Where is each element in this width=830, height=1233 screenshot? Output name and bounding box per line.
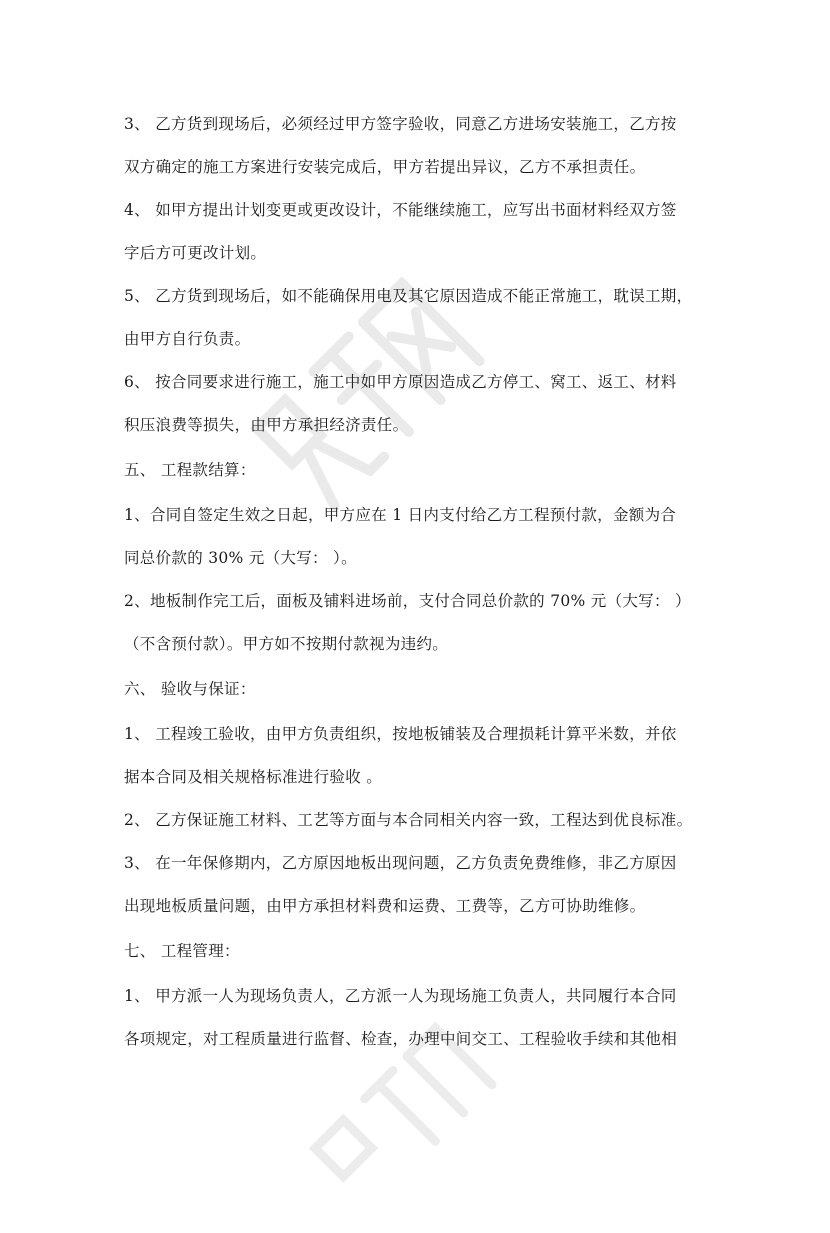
text-line-7: 6、 按合同要求进行施工，施工中如甲方原因造成乙方停工、窝工、返工、材料 bbox=[124, 373, 677, 391]
text-line-11: 同总价款的 30% 元（大写： ）。 bbox=[124, 549, 357, 567]
text-line-5: 5、 乙方货到现场后，如不能确保用电及其它原因造成不能正常施工，耽误工期， bbox=[124, 287, 693, 305]
text-line-2: 双方确定的施工方案进行安装完成后，甲方若提出异议，乙方不承担责任。 bbox=[124, 158, 646, 176]
text-line-4: 字后方可更改计划。 bbox=[124, 244, 267, 262]
text-line-13: （不含预付款）。甲方如不按期付款视为违约。 bbox=[124, 635, 449, 653]
text-line-10: 1、合同自签定生效之日起，甲方应在 1 日内支付给乙方工程预付款，金额为合 bbox=[124, 506, 677, 524]
text-line-8: 积压浪费等损失，由甲方承担经济责任。 bbox=[124, 416, 409, 434]
text-line-6: 由甲方自行负责。 bbox=[124, 330, 251, 348]
text-line-16: 据本合同及相关规格标准进行验收 。 bbox=[124, 768, 383, 786]
section-heading-5: 五、 工程款结算： bbox=[124, 461, 256, 479]
text-line-21: 1、 甲方派一人为现场负责人，乙方派一人为现场施工负责人，共同履行本合同 bbox=[124, 987, 677, 1005]
text-line-19: 出现地板质量问题，由甲方承担材料费和运费、工费等，乙方可协助维修。 bbox=[124, 897, 646, 915]
section-heading-7: 七、 工程管理： bbox=[124, 942, 240, 960]
text-line-15: 1、 工程竣工验收，由甲方负责组织，按地板铺装及合理损耗计算平米数，并依 bbox=[124, 725, 677, 743]
text-line-22: 各项规定，对工程质量进行监督、检查，办理中间交工、工程验收手续和其他相 bbox=[124, 1030, 678, 1048]
text-line-18: 3、 在一年保修期内，乙方原因地板出现问题，乙方负责免费维修，非乙方原因 bbox=[124, 854, 677, 872]
text-line-1: 3、 乙方货到现场后，必须经过甲方签字验收，同意乙方进场安装施工，乙方按 bbox=[124, 115, 677, 133]
text-line-12: 2、地板制作完工后，面板及铺料进场前，支付合同总价款的 70% 元（大写： ） bbox=[124, 592, 691, 610]
text-line-17: 2、 乙方保证施工材料、工艺等方面与本合同相关内容一致，工程达到优良标准。 bbox=[124, 811, 693, 829]
section-heading-6: 六、 验收与保证： bbox=[124, 680, 256, 698]
text-line-3: 4、 如甲方提出计划变更或更改设计，不能继续施工，应写出书面材料经双方签 bbox=[124, 201, 677, 219]
